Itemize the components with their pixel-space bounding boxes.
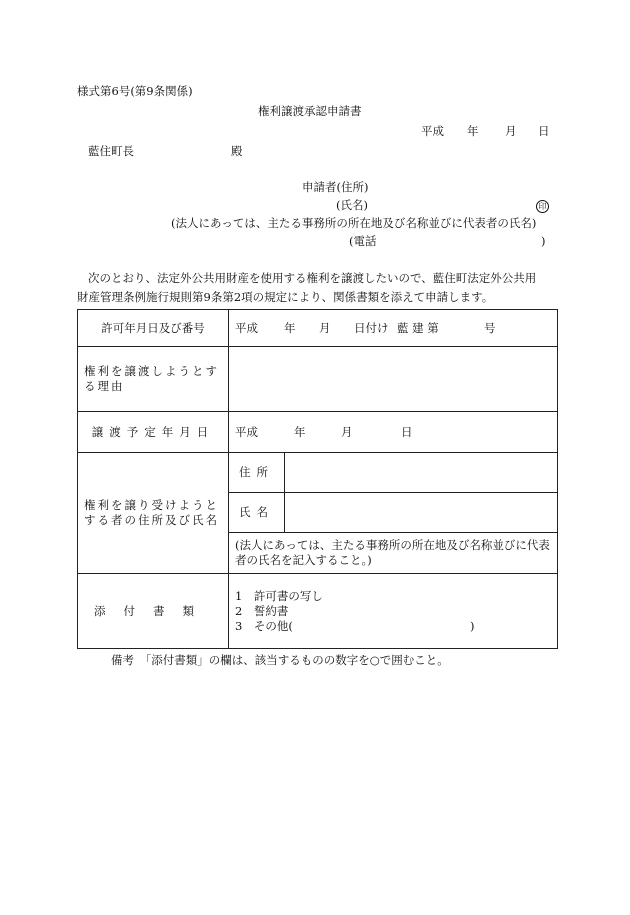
reason-label-cell: 権利を譲渡しようとする理由: [78, 347, 229, 412]
attachment-item-1: 1 許可書の写し: [235, 588, 323, 603]
remarks: 備考 「添付書類」の欄は、該当するものの数字を○で囲むこと。: [111, 653, 449, 667]
transferee-label-cell: 権利を譲り受けようとする者の住所及び氏名: [78, 453, 229, 574]
table-row-permit: [78, 310, 558, 347]
transfer-date-month: 月: [341, 425, 353, 439]
transfer-date-year: 年: [294, 425, 306, 439]
applicant-corp-note: (法人にあっては、主たる事務所の所在地及び名称並びに代表者の氏名): [171, 216, 537, 230]
applicant-phone-open: (電話: [349, 234, 377, 248]
transferee-corp-note: (法人にあっては、主たる事務所の所在地及び名称並びに代表者の氏名を記入すること。): [229, 533, 558, 574]
body-line-1: 次のとおり、法定外公共用財産を使用する権利を譲渡したいので、藍住町法定外公共用: [88, 271, 537, 285]
table-row-transferee-address: [78, 453, 558, 493]
seal-circle: 印: [536, 200, 549, 213]
recipient-name: 藍住町長: [88, 144, 134, 158]
permit-year: 年: [284, 321, 296, 335]
date-day: 日: [538, 124, 550, 138]
permit-dated: 日付け: [354, 321, 389, 335]
recipient-honorific: 殿: [231, 144, 243, 158]
form-number: 様式第6号(第9条関係): [77, 84, 193, 98]
transfer-date-era: 平成: [235, 425, 258, 439]
date-month: 月: [505, 124, 517, 138]
transfer-date-label-cell: 譲渡予定年月日: [78, 412, 229, 453]
transferee-address-label: 住所: [229, 453, 285, 493]
application-table: [77, 309, 558, 649]
applicant-phone-close: ): [541, 234, 546, 248]
attachment-item-2: 2 誓約書: [235, 603, 289, 618]
permit-month: 月: [319, 321, 331, 335]
permit-prefix: 藍 建 第: [397, 321, 439, 335]
applicant-name-label: (氏名): [336, 198, 368, 212]
transfer-date-value-cell: [229, 412, 558, 453]
seal-mark: [536, 198, 549, 213]
body-line-2: 財産管理条例施行規則第9条第2項の規定により、関係書類を添えて申請します。: [77, 290, 494, 304]
transferee-name-label: 氏名: [229, 493, 285, 533]
transferee-name-value: [285, 493, 558, 533]
transfer-date-day: 日: [401, 425, 413, 439]
attachment-item-3-close: ): [470, 618, 475, 633]
table-row-reason: [78, 347, 558, 412]
attachments-list-cell: [229, 574, 558, 649]
attachment-item-3-row: [235, 619, 551, 634]
table-row-attachments: [78, 574, 558, 649]
permit-label-cell: 許可年月日及び番号: [78, 310, 229, 347]
attachment-item-3: 3 その他(: [235, 618, 293, 633]
date-year: 年: [467, 124, 479, 138]
transferee-address-value: [285, 453, 558, 493]
form-title: 権利譲渡承認申請書: [258, 104, 362, 118]
attachments-label-cell: 添付書類: [78, 574, 229, 649]
date-era: 平成: [421, 124, 444, 138]
permit-value-cell: [229, 310, 558, 347]
permit-number-suffix: 号: [484, 321, 496, 335]
permit-era: 平成: [235, 321, 258, 335]
applicant-address-label: 申請者(住所): [302, 180, 369, 194]
reason-value-cell: [229, 347, 558, 412]
table-row-date: [78, 412, 558, 453]
